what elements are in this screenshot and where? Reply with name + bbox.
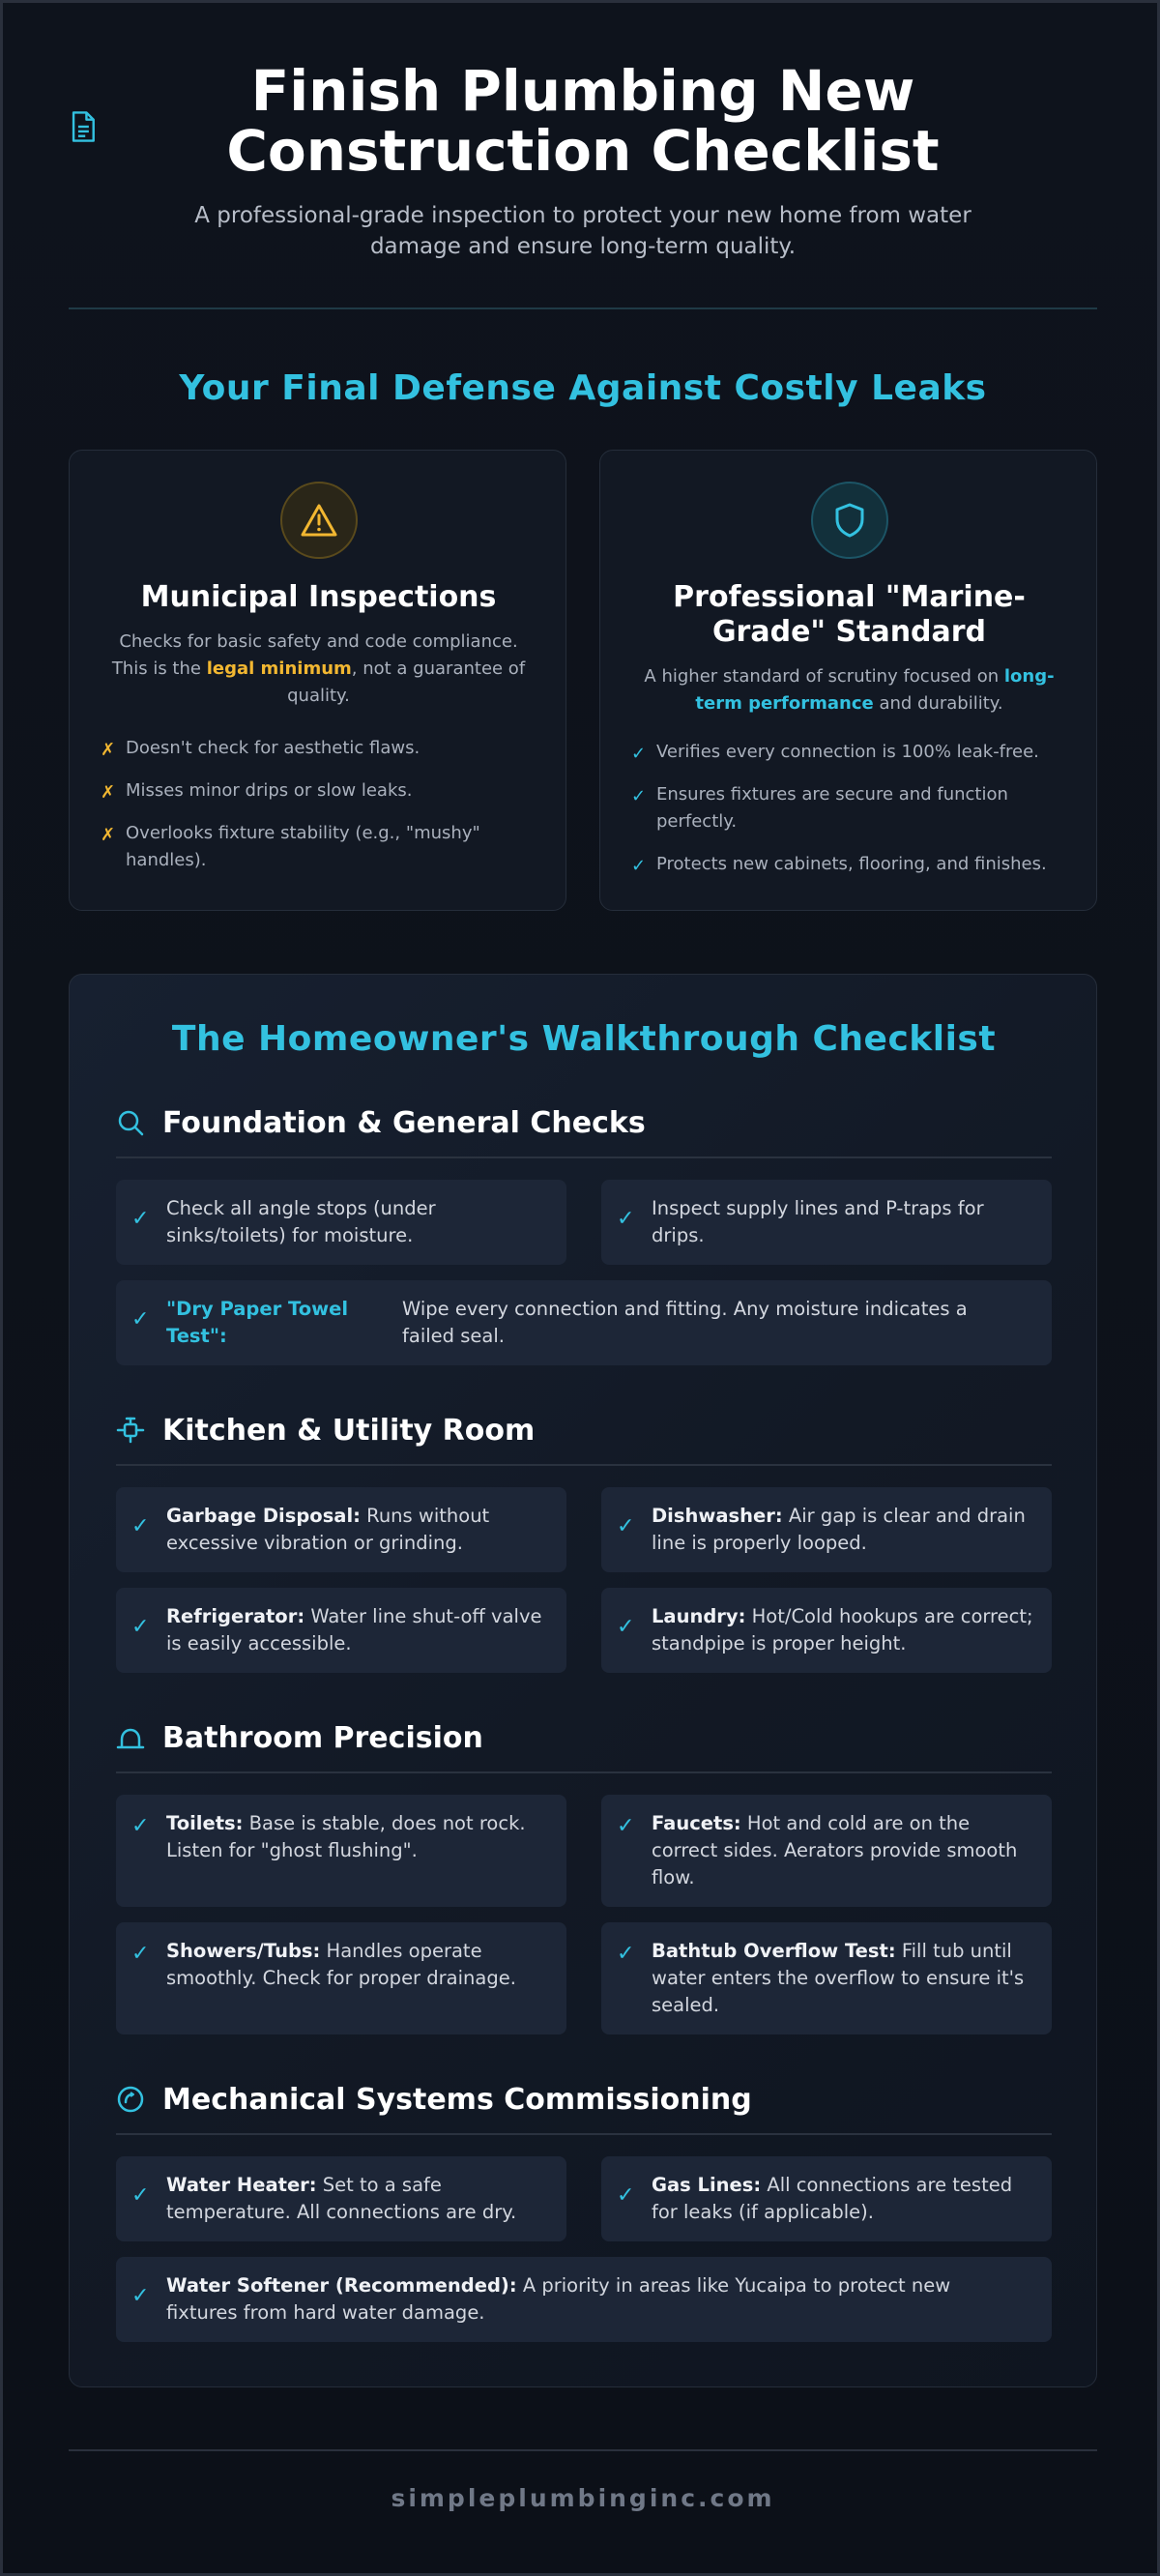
check-icon: ✓ [617, 1514, 635, 1538]
check-icon: ✓ [617, 1615, 635, 1639]
page-title: Finish Plumbing New Construction Checklist [226, 58, 940, 184]
walkthrough-panel [69, 974, 1097, 2387]
footer-site-link[interactable]: simpleplumbinginc.com [391, 2484, 775, 2512]
shield-badge [811, 482, 888, 559]
check-icon: ✓ [631, 856, 647, 876]
foundation-heading: Foundation & General Checks [162, 1106, 646, 1140]
section-divider [116, 1771, 1052, 1773]
page-subtitle: A professional-grade inspection to protect your new home from water damage and ensure long-term quality. [194, 203, 972, 259]
professional-description: A higher standard of scrutiny focused on long-term performance and durability. [644, 666, 1055, 714]
professional-title: Professional "Marine-Grade" Standard [673, 580, 1026, 649]
municipal-card: Municipal Inspections Checks for basic safety and code compliance. This is the legal minimum, not a guarantee of quality. ✗ Doesn't check for aesthetic flaws. ✗ Misses minor drips or slow leaks. ✗ Overlooks fixture stability (e.g., "mushy" handles). [69, 450, 566, 911]
municipal-title: Municipal Inspections [140, 580, 497, 614]
check-icon: ✓ [131, 1615, 150, 1639]
dry-test-text: Wipe every connection and fitting. Any moisture indicates a failed seal. [402, 1298, 968, 1347]
checklist-item: ✓ Laundry: Hot/Cold hookups are correct; standpipe is proper height. [601, 1588, 1052, 1673]
faucet-icon [116, 1416, 145, 1445]
x-mark-icon: ✗ [101, 825, 116, 845]
warning-badge [280, 482, 358, 559]
checklist-item: ✓ Showers/Tubs: Handles operate smoothly. Check for proper drainage. [116, 1922, 566, 2034]
check-icon: ✓ [131, 2284, 150, 2308]
check-icon: ✓ [131, 1942, 150, 1966]
checklist-item: ✓ Faucets: Hot and cold are on the correct sides. Aerators provide smooth flow. [601, 1795, 1052, 1907]
check-icon: ✓ [617, 2183, 635, 2208]
checklist-item: ✓ Dishwasher: Air gap is clear and drain line is properly looped. [601, 1487, 1052, 1572]
checklist-item: ✓ Toilets: Base is stable, does not rock. Listen for "ghost flushing". [116, 1795, 566, 1907]
bathtub-icon [116, 1723, 145, 1752]
checklist-item: ✓ Water Softener (Recommended): A priority in areas like Yucaipa to protect new fixtures from hard water damage. [116, 2257, 1052, 2342]
header-divider [69, 307, 1097, 309]
check-icon: ✓ [631, 786, 647, 806]
checklist-item: ✓ Refrigerator: Water line shut-off valve is easily accessible. [116, 1588, 566, 1673]
check-icon: ✓ [131, 1207, 150, 1231]
check-icon: ✓ [131, 1307, 150, 1332]
check-icon: ✓ [631, 744, 647, 764]
x-mark-icon: ✗ [101, 740, 116, 760]
section-divider [116, 1156, 1052, 1158]
section-divider [116, 1464, 1052, 1466]
x-mark-icon: ✗ [101, 782, 116, 803]
footer-divider [69, 2449, 1097, 2451]
checklist-item: ✓ Gas Lines: All connections are tested for leaks (if applicable). [601, 2156, 1052, 2241]
search-icon [116, 1108, 145, 1137]
gauge-icon [116, 2085, 145, 2114]
mechanical-heading: Mechanical Systems Commissioning [162, 2083, 752, 2117]
checklist-item: ✓ Garbage Disposal: Runs without excessive vibration or grinding. [116, 1487, 566, 1572]
long-term-highlight: long-term performance [695, 666, 1055, 714]
professional-card: Professional "Marine-Grade" Standard A higher standard of scrutiny focused on long-term performance and durability. ✓ Verifies every connection is 100% leak-free. ✓ Ensures fixtures are secure and function perfectly. ✓ Protects new cabinets, flooring, and finishes. [599, 450, 1097, 911]
check-icon: ✓ [617, 1207, 635, 1231]
bathroom-heading: Bathroom Precision [162, 1721, 483, 1755]
check-icon: ✓ [617, 1942, 635, 1966]
check-icon: ✓ [131, 1814, 150, 1838]
checklist-item: ✓ Check all angle stops (under sinks/toilets) for moisture. [116, 1180, 566, 1265]
defense-heading: Your Final Defense Against Costly Leaks [179, 368, 987, 408]
walkthrough-heading: The Homeowner's Walkthrough Checklist [171, 1019, 997, 1059]
check-icon: ✓ [131, 1514, 150, 1538]
checklist-item: ✓ Inspect supply lines and P-traps for drips. [601, 1180, 1052, 1265]
checklist-item: ✓ Water Heater: Set to a safe temperature. All connections are dry. [116, 2156, 566, 2241]
dry-test-label: "Dry Paper Towel Test": [166, 1298, 349, 1347]
dry-paper-towel-item [116, 1280, 1052, 1365]
check-icon: ✓ [617, 1814, 635, 1838]
warning-icon [300, 503, 338, 538]
checklist-item: ✓ Bathtub Overflow Test: Fill tub until water enters the overflow to ensure it's sealed. [601, 1922, 1052, 2034]
check-icon: ✓ [131, 2183, 150, 2208]
legal-minimum-highlight: legal minimum [206, 659, 352, 679]
municipal-description: Checks for basic safety and code compliance. This is the legal minimum, not a guarantee of quality. [111, 631, 526, 706]
kitchen-heading: Kitchen & Utility Room [162, 1414, 536, 1448]
section-divider [116, 2133, 1052, 2135]
shield-icon [833, 502, 866, 539]
